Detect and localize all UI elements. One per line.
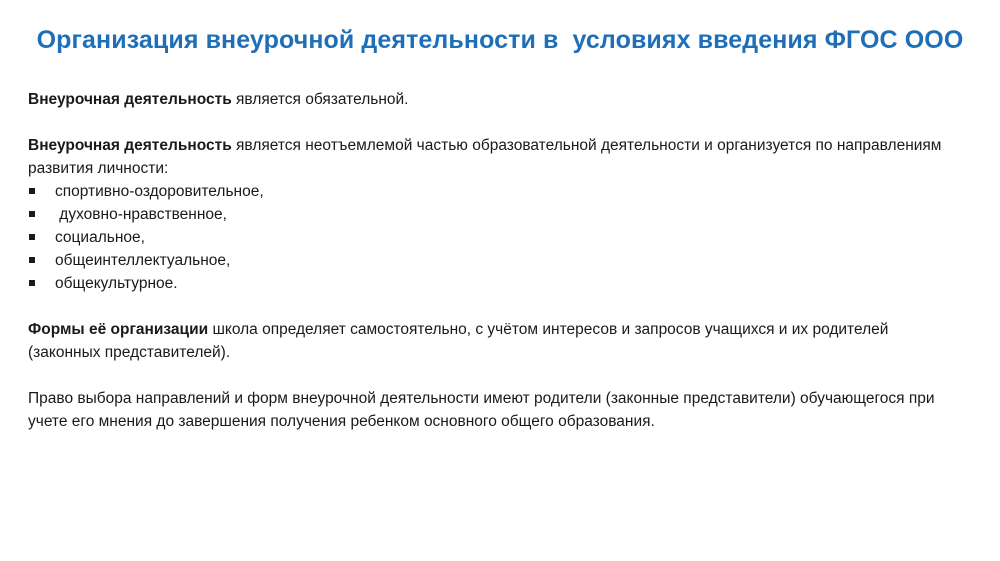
list-item-text: общеинтеллектуальное,: [55, 252, 231, 269]
list-item: [28, 272, 958, 295]
paragraph-forms-bold: Формы её организации: [28, 321, 209, 338]
paragraph-right-of-choice: Право выбора направлений и форм внеурочной деятельности имеют родители (законные представители) обучающегося при учете его мнения до завершения получения ребенком основного общего образования.: [28, 390, 935, 430]
slide-title: Организация внеурочной деятельности в условиях введения ФГОС ООО: [36, 26, 964, 54]
list-item-text: общекультурное.: [55, 275, 178, 292]
paragraph-integral-part-text: является неотъемлемой частью образовательной деятельности и организуется по направлениям развития личности:: [28, 137, 942, 177]
square-bullet-icon: [29, 188, 35, 194]
list-item-text: социальное,: [55, 229, 145, 246]
list-item: [28, 249, 958, 272]
square-bullet-icon: [29, 257, 35, 263]
square-bullet-icon: [29, 280, 35, 286]
directions-list: [28, 180, 958, 295]
paragraph-mandatory-bold: Внеурочная деятельность: [28, 91, 232, 108]
paragraph-forms: [28, 318, 958, 364]
paragraph-integral-part: [28, 134, 958, 180]
paragraph-mandatory: [28, 88, 958, 111]
square-bullet-icon: [29, 234, 35, 240]
list-item: [28, 226, 958, 249]
square-bullet-icon: [29, 211, 35, 217]
paragraph-forms-text: школа определяет самостоятельно, с учётом интересов и запросов учащихся и их родителей (законных представителей).: [28, 321, 889, 361]
paragraph-mandatory-text: является обязательной.: [231, 91, 409, 108]
slide-content: [28, 88, 958, 456]
list-item: [28, 180, 958, 203]
list-item-text: спортивно-оздоровительное,: [55, 183, 264, 200]
paragraph-integral-part-bold: Внеурочная деятельность: [28, 137, 232, 154]
list-item-text: духовно-нравственное,: [55, 206, 227, 223]
list-item: [28, 203, 958, 226]
